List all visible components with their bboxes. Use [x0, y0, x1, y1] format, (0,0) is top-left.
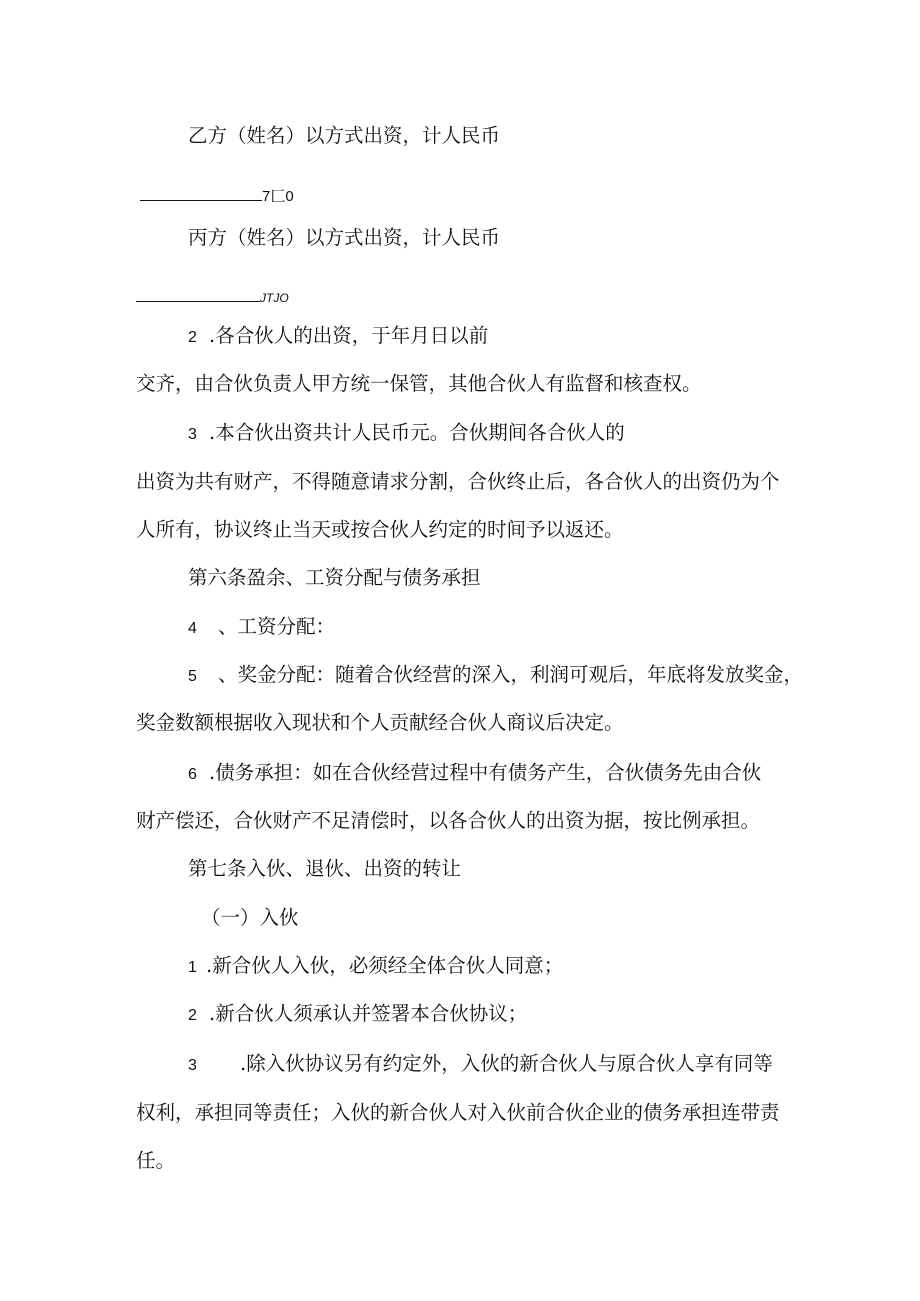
text: 、工资分配： [218, 615, 336, 638]
text: 任。 [136, 1149, 176, 1172]
clause-number: 6 [188, 766, 197, 783]
clause-4 [188, 615, 335, 641]
clause-number: 3 [188, 1057, 197, 1074]
article-6-heading [188, 566, 481, 590]
fill-in-blank [136, 300, 260, 302]
text: .各合伙人的出资，于年月日以前 [209, 324, 489, 347]
text: 、奖金分配：随着合伙经营的深入，利润可观后，年底将发放奖金， [218, 663, 804, 686]
clause-number: 5 [188, 668, 197, 685]
clause-number: 2 [188, 1007, 197, 1024]
article-7-heading [188, 857, 461, 881]
text: .除入伙协议另有约定外，入伙的新合伙人与原合伙人享有同等 [240, 1052, 773, 1075]
clause-1 [188, 954, 563, 980]
fill-in-blank [140, 199, 262, 201]
text: .本合伙出资共计人民币元。合伙期间各合伙人的 [209, 421, 625, 444]
section-heading-admission [201, 906, 299, 930]
clause-number: 4 [188, 620, 197, 637]
paragraph-line [136, 809, 760, 833]
clause-5 [188, 663, 803, 689]
text: （一）入伙 [201, 906, 299, 929]
text: 丙方（姓名）以方式出资，计人民币 [188, 226, 501, 249]
text: 乙方（姓名）以方式出资，计人民币 [188, 124, 501, 147]
text: 奖金数额根据收入现状和个人贡献经合伙人商议后决定。 [136, 711, 624, 734]
paragraph-line [136, 470, 780, 494]
paragraph-line [136, 372, 702, 396]
text: 交齐，由合伙负责人甲方统一保管，其他合伙人有监督和核查权。 [136, 372, 702, 395]
blank-line-party-b-amount [140, 183, 294, 209]
text: 财产偿还，合伙财产不足清偿时，以各合伙人的出资为据，按比例承担。 [136, 809, 761, 832]
clause-number: 1 [188, 959, 197, 976]
clause-3b [188, 1052, 773, 1078]
clause-number: 3 [188, 426, 197, 443]
clause-number: 2 [188, 329, 197, 346]
clause-2b [188, 1002, 527, 1028]
text: 第七条入伙、退伙、出资的转让 [188, 857, 462, 880]
clause-3 [188, 421, 625, 447]
clause-2 [188, 324, 488, 350]
paragraph-party-b-contribution [188, 124, 500, 148]
text: 出资为共有财产，不得随意请求分割，合伙终止后，各合伙人的出资仍为个 [136, 470, 780, 493]
blank-line-party-c-amount [136, 284, 289, 310]
paragraph-line [136, 1101, 780, 1125]
text: 第六条盈余、工资分配与债务承担 [188, 566, 481, 589]
paragraph-line [136, 711, 624, 735]
paragraph-party-c-contribution [188, 226, 500, 250]
text: .新合伙人须承认并签署本合伙协议； [209, 1002, 528, 1025]
paragraph-line [136, 518, 624, 542]
text: 人所有，协议终止当天或按合伙人约定的时间予以返还。 [136, 518, 624, 541]
text: .新合伙人入伙，必须经全体合伙人同意； [206, 954, 564, 977]
text: .债务承担：如在合伙经营过程中有债务产生，合伙债务先由合伙 [209, 761, 762, 784]
amount-marker: JTJO [260, 291, 289, 305]
clause-6 [188, 761, 761, 787]
text: 权利，承担同等责任；入伙的新合伙人对入伙前合伙企业的债务承担连带责 [136, 1101, 780, 1124]
paragraph-line [136, 1149, 175, 1173]
amount-marker: 7匚0 [262, 188, 294, 205]
